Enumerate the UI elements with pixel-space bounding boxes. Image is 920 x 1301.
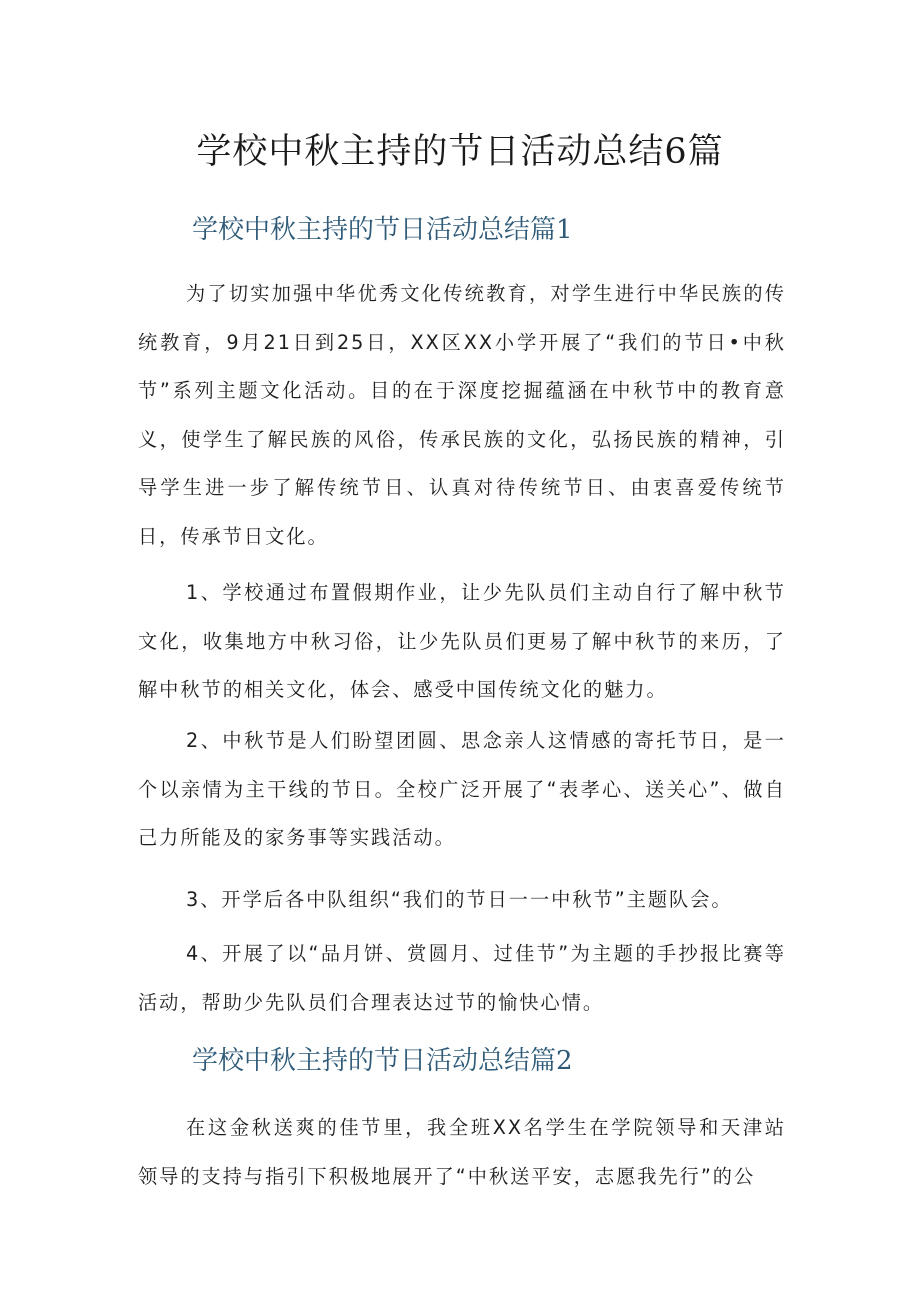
section-2-paragraph-1: 在这金秋送爽的佳节里，我全班XX名学生在学院领导和天津站领导的支持与指引下积极地展开了“中秋送平安，志愿我先行”的公	[138, 1116, 786, 1188]
section-1-heading: 学校中秋主持的节日活动总结篇1	[192, 215, 573, 245]
section-2-heading: 学校中秋主持的节日活动总结篇2	[192, 1046, 573, 1076]
section-1-paragraph-1: 为了切实加强中华优秀文化传统教育，对学生进行中华民族的传统教育，9月21日到25日，XX区XX小学开展了“我们的节日•中秋节”系列主题文化活动。目的在于深度挖掘蕴涵在中秋节中的教育意义，使学生了解民族的风俗，传承民族的文化，弘扬民族的精神，引导学生进一步了解传统节日、认真对待传统节日、由衷喜爱传统节日，传承节日文化。	[138, 282, 786, 548]
document-title: 学校中秋主持的节日活动总结6篇	[196, 132, 724, 172]
section-1-paragraph-2: 1、学校通过布置假期作业，让少先队员们主动自行了解中秋节文化，收集地方中秋习俗，让少先队员们更易了解中秋节的来历，了解中秋节的相关文化，体会、感受中国传统文化的魅力。	[138, 581, 786, 702]
section-1-paragraph-4: 3、开学后各中队组织“我们的节日一一中秋节”主题队会。	[186, 888, 733, 911]
section-1-paragraph-3: 2、中秋节是人们盼望团圆、思念亲人这情感的寄托节日，是一个以亲情为主干线的节日。全校广泛开展了“表孝心、送关心”、做自己力所能及的家务事等实践活动。	[138, 729, 786, 850]
section-1-paragraph-5: 4、开展了以“品月饼、赏圆月、过佳节”为主题的手抄报比赛等活动，帮助少先队员们合理表达过节的愉快心情。	[138, 942, 786, 1014]
